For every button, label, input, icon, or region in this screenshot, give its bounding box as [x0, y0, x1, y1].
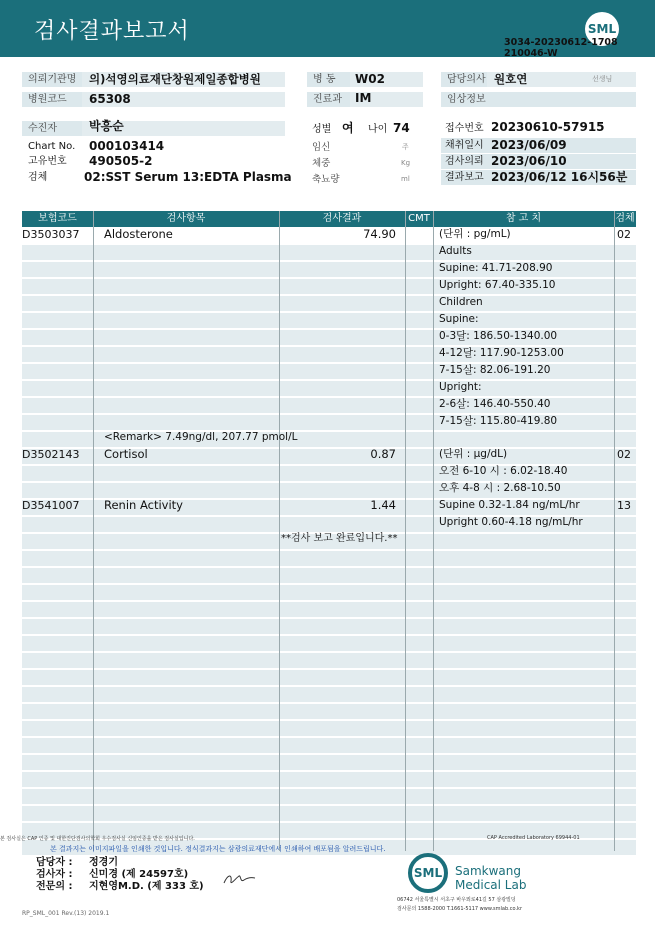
pregnancy-label: 임신: [312, 142, 331, 153]
dept-value: IM: [355, 91, 372, 105]
hospital-code-label: 병원코드: [22, 92, 82, 107]
id-label: 고유번호: [28, 156, 67, 167]
row-result: 74.90: [363, 227, 396, 241]
results-table-header: [22, 211, 636, 227]
accreditation-notice: 본 검사실은 CAP 인증 및 대한진단검사의학회 우수검사실 신임인증을 받은 검사실입니다.: [0, 836, 195, 842]
row-stripe: [22, 313, 636, 328]
reference-line: 오전 6-10 시 : 6.02-18.40: [439, 465, 568, 477]
clinical-label: 임상정보: [441, 92, 636, 107]
reference-line: Upright 0.60-4.18 ng/mL/hr: [439, 516, 583, 528]
manager-label: 담당자 :: [36, 857, 73, 868]
row-stripe: [22, 551, 636, 566]
patient-label: 수진자: [22, 121, 82, 136]
company-name-line1: Samkwang: [455, 864, 521, 878]
reference-line: 0-3달: 186.50-1340.00: [439, 330, 558, 342]
report-title: 검사결과보고서: [34, 19, 190, 44]
row-stripe: [22, 653, 636, 668]
column-divider: [433, 211, 434, 851]
request-value: 2023/06/10: [491, 154, 567, 168]
form-code: RP_SML_001 Rev.(13) 2019.1: [22, 910, 110, 917]
row-code: D3502143: [22, 448, 80, 461]
institution-label: 의뢰기관명: [22, 72, 82, 87]
reference-line: 4-12달: 117.90-1253.00: [439, 347, 564, 359]
reference-line: Supine: 41.71-208.90: [439, 262, 553, 274]
ward-label: 병 동: [307, 72, 350, 87]
receipt-value: 20230610-57915: [491, 120, 605, 134]
row-stripe: [22, 619, 636, 634]
weight-label: 체중: [312, 158, 331, 169]
reference-line: 7-15살: 115.80-419.80: [439, 415, 558, 427]
sml-logo-icon: SML: [585, 12, 619, 46]
collection-value: 2023/06/09: [491, 138, 567, 152]
row-stripe: [22, 789, 636, 804]
document-id: 3034-20230612-1708 210046-W: [504, 37, 618, 59]
reference-line: Supine 0.32-1.84 ng/mL/hr: [439, 499, 580, 511]
row-stripe: [22, 602, 636, 617]
row-specimen: 02: [617, 448, 631, 461]
inspector-label: 검사자 :: [36, 869, 73, 880]
id-value: 490505-2: [89, 154, 153, 168]
row-stripe: [22, 636, 636, 651]
row-stripe: [22, 772, 636, 787]
patient-value: 박흥순: [89, 119, 124, 133]
report-value: 2023/06/12 16시56분: [491, 170, 628, 184]
institution-value: 의)석영의료재단창원제일종합병원: [89, 72, 261, 86]
row-code: D3503037: [22, 228, 80, 241]
reference-line: Upright:: [439, 381, 482, 393]
report-complete-text: **검사 보고 완료입니다.**: [281, 533, 398, 544]
row-specimen: 02: [617, 228, 631, 241]
header-cmt: CMT: [408, 213, 430, 224]
collection-label: 채취일시: [445, 140, 484, 151]
row-specimen: 13: [617, 499, 631, 512]
row-stripe: [22, 381, 636, 396]
reference-line: Supine:: [439, 313, 479, 325]
row-result: 0.87: [370, 447, 396, 461]
chart-label: Chart No.: [28, 141, 76, 152]
row-stripe: [22, 245, 636, 260]
sex-value: 여: [342, 121, 354, 135]
row-item: Cortisol: [104, 447, 148, 461]
row-stripe: [22, 568, 636, 583]
specialist-name: 지현영M.D. (제 333 호): [89, 881, 204, 892]
urine-label: 축뇨량: [312, 174, 340, 185]
image-print-notice: 본 결과지는 이미지파일을 인쇄한 것입니다. 정식결과지는 삼광의료재단에서 인쇄하여 배포됨을 알려드립니다.: [50, 845, 386, 853]
reference-line: 7-15살: 82.06-191.20: [439, 364, 551, 376]
specialist-label: 전문의 :: [36, 881, 73, 892]
hospital-code-value: 65308: [89, 92, 131, 106]
company-name-line2: Medical Lab: [455, 878, 527, 892]
header-result: 검사결과: [322, 213, 362, 224]
report-label: 결과보고: [445, 172, 484, 183]
header-test-item: 검사항목: [166, 213, 206, 224]
pregnancy-unit: 주: [402, 143, 409, 151]
row-stripe: [22, 738, 636, 753]
reference-line: 2-6살: 146.40-550.40: [439, 398, 551, 410]
reference-line: (단위 : pg/mL): [439, 228, 511, 240]
company-contact: 검사문의 1588-2000 T.1661-5117 www.smlab.co.kr: [397, 906, 522, 912]
dept-label: 진료과: [307, 92, 350, 107]
sex-label: 성별: [312, 124, 332, 135]
reference-line: Children: [439, 296, 483, 308]
ward-value: W02: [355, 72, 385, 86]
cap-accreditation: CAP Accredited Laboratory 69944-01: [487, 835, 580, 841]
row-code: D3541007: [22, 499, 80, 512]
chart-value: 000103414: [89, 139, 165, 153]
remark-text: <Remark> 7.49ng/dl, 207.77 pmol/L: [104, 431, 298, 443]
row-item: Renin Activity: [104, 498, 183, 512]
column-divider: [279, 211, 280, 851]
inspector-name: 신미경 (제 24597호): [89, 869, 189, 880]
manager-name: 정경기: [89, 857, 118, 868]
row-result: 1.44: [370, 498, 396, 512]
header-specimen: 검체: [615, 213, 635, 224]
row-stripe: [22, 296, 636, 311]
column-divider: [614, 211, 615, 851]
row-stripe: [22, 704, 636, 719]
age-value: 74: [393, 121, 410, 135]
signature-icon: [222, 868, 258, 888]
doctor-suffix: 선생님: [592, 75, 613, 83]
row-stripe: [22, 755, 636, 770]
reference-line: Adults: [439, 245, 472, 257]
reference-line: 오후 4-8 시 : 2.68-10.50: [439, 482, 561, 494]
age-label: 나이: [368, 124, 388, 135]
sml-company-logo-icon: SML: [408, 853, 448, 893]
urine-unit: ml: [401, 175, 410, 183]
row-stripe: [22, 670, 636, 685]
reference-line: Upright: 67.40-335.10: [439, 279, 556, 291]
company-address: 06742 서울특별시 서초구 바우뫼로41길 57 삼광빌딩: [397, 897, 516, 903]
receipt-label: 접수번호: [445, 123, 484, 134]
request-label: 검사의뢰: [445, 156, 484, 167]
reference-line: (단위 : μg/dL): [439, 448, 508, 460]
column-divider: [405, 211, 406, 851]
doctor-value: 원호연: [494, 72, 528, 86]
row-stripe: [22, 585, 636, 600]
row-item: Aldosterone: [104, 227, 173, 241]
weight-unit: Kg: [401, 159, 411, 167]
specimen-label: 검체: [28, 172, 48, 183]
row-stripe: [22, 687, 636, 702]
row-stripe: [22, 721, 636, 736]
specimen-value: 02:SST Serum 13:EDTA Plasma: [84, 170, 292, 184]
header-reference: 참 고 치: [505, 213, 542, 224]
row-stripe: [22, 806, 636, 821]
column-divider: [93, 211, 94, 851]
header-insurance-code: 보험코드: [38, 213, 77, 224]
doctor-label: 담당의사: [441, 72, 487, 87]
